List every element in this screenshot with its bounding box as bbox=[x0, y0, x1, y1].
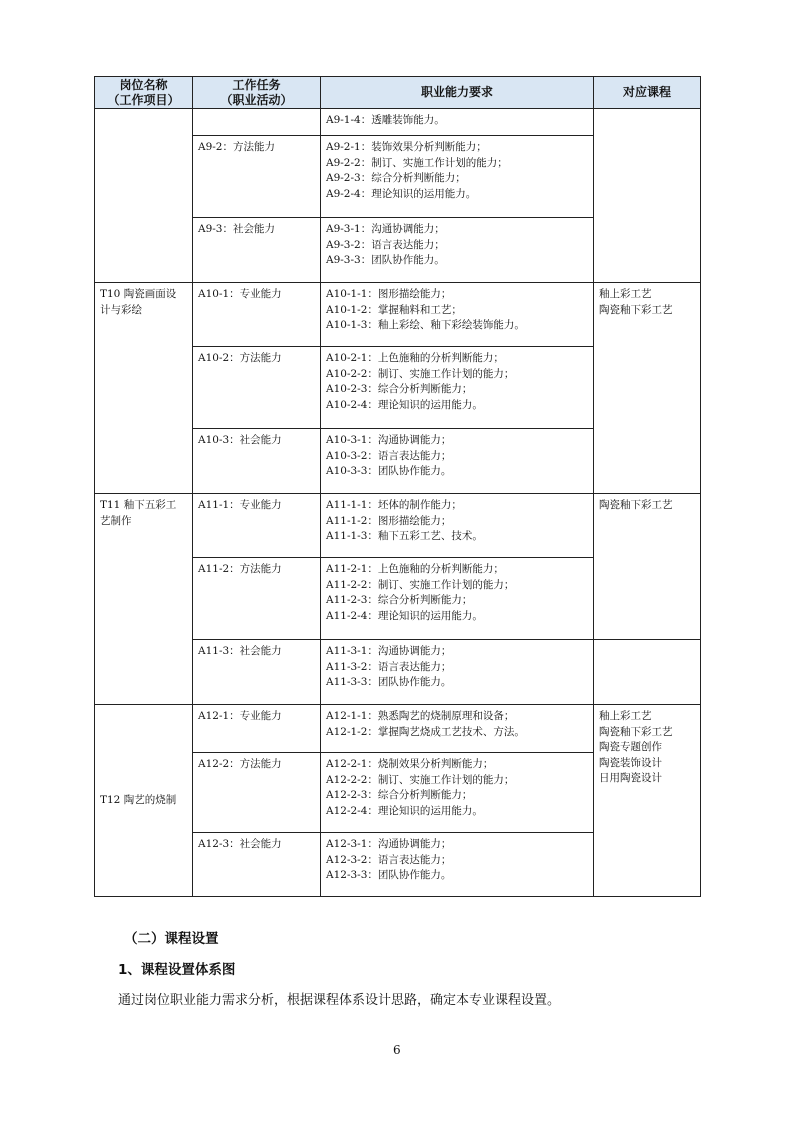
requirements-cell bbox=[321, 109, 594, 136]
course-cell: 陶瓷釉下彩工艺 bbox=[594, 494, 701, 640]
position-cell: T10 陶瓷画面设 计与彩绘 bbox=[95, 283, 193, 494]
task-cell: A11-2：方法能力 bbox=[193, 558, 321, 640]
task-cell: A10-1：专业能力 bbox=[193, 283, 321, 347]
requirement-line: A10-2-3：综合分析判断能力； bbox=[326, 383, 473, 395]
header-position: 岗位名称 （工作项目） bbox=[95, 77, 193, 109]
requirement-line: A12-2-3：综合分析判断能力； bbox=[326, 789, 473, 801]
requirement-line: A10-2-4：理论知识的运用能力。 bbox=[326, 398, 483, 411]
requirements-cell bbox=[321, 753, 594, 833]
header-task: 工作任务 （职业活动） bbox=[193, 77, 321, 109]
requirement-line: A11-2-4：理论知识的运用能力。 bbox=[326, 609, 483, 622]
requirements-cell bbox=[321, 640, 594, 705]
position-cell: T12 陶艺的烧制 bbox=[95, 705, 193, 897]
requirements-cell bbox=[321, 558, 594, 640]
requirement-line: A9-2-1：装饰效果分析判断能力； bbox=[326, 141, 487, 153]
position-cell: T11 釉下五彩工 艺制作 bbox=[95, 494, 193, 705]
task-cell: A9-2：方法能力 bbox=[193, 136, 321, 218]
course-cell: 釉上彩工艺 陶瓷釉下彩工艺 陶瓷专题创作 陶瓷装饰设计 日用陶瓷设计 bbox=[594, 705, 701, 897]
requirement-line: A11-1-1：坯体的制作能力； bbox=[326, 499, 462, 511]
requirements-cell bbox=[321, 347, 594, 429]
header-requirements: 职业能力要求 bbox=[321, 77, 594, 109]
requirement-line: A10-2-2：制订、实施工作计划的能力； bbox=[326, 367, 515, 380]
requirement-line: A9-2-4：理论知识的运用能力。 bbox=[326, 187, 477, 200]
requirement-line: A12-3-3：团队协作能力。 bbox=[326, 869, 452, 881]
requirement-line: A12-2-2：制订、实施工作计划的能力； bbox=[326, 773, 515, 786]
requirement-line: A12-3-2：语言表达能力； bbox=[326, 853, 452, 866]
requirement-line: A10-1-2：掌握釉料和工艺； bbox=[326, 303, 462, 316]
requirement-line: A11-1-2：图形描绘能力； bbox=[326, 514, 452, 527]
task-cell: A10-3：社会能力 bbox=[193, 429, 321, 494]
requirement-line: A12-2-1：烧制效果分析判断能力； bbox=[326, 758, 494, 770]
requirement-line: A9-2-2：制订、实施工作计划的能力； bbox=[326, 156, 508, 169]
competency-table bbox=[94, 76, 701, 897]
requirement-line: A12-1-1：熟悉陶艺的烧制原理和设备； bbox=[326, 710, 515, 722]
requirement-line: A11-3-2：语言表达能力； bbox=[326, 660, 452, 673]
requirement-line: A11-2-3：综合分析判断能力； bbox=[326, 594, 473, 606]
requirement-line: A10-2-1：上色施釉的分析判断能力； bbox=[326, 352, 504, 364]
task-cell: A12-2：方法能力 bbox=[193, 753, 321, 833]
requirements-cell bbox=[321, 283, 594, 347]
requirement-line: A10-3-1：沟通协调能力； bbox=[326, 434, 452, 446]
task-cell: A11-3：社会能力 bbox=[193, 640, 321, 705]
requirement-line: A9-2-3：综合分析判断能力； bbox=[326, 172, 466, 184]
requirement-line: A9-3-2：语言表达能力； bbox=[326, 238, 445, 251]
task-cell: A12-3：社会能力 bbox=[193, 833, 321, 897]
task-cell: A12-1：专业能力 bbox=[193, 705, 321, 753]
task-cell: A10-2：方法能力 bbox=[193, 347, 321, 429]
requirements-cell bbox=[321, 136, 594, 218]
requirement-line: A12-3-1：沟通协调能力； bbox=[326, 838, 452, 850]
section-heading: （二）课程设置 bbox=[124, 931, 219, 947]
header-course: 对应课程 bbox=[594, 77, 701, 109]
body-paragraph: 通过岗位职业能力需求分析，根据课程体系设计思路，确定本专业课程设置。 bbox=[118, 993, 561, 1008]
requirement-line: A10-3-3：团队协作能力。 bbox=[326, 465, 452, 477]
requirement-line: A10-1-3：釉上彩绘、釉下彩绘装饰能力。 bbox=[326, 319, 525, 331]
page-number: 6 bbox=[393, 1043, 401, 1057]
task-cell: A11-1：专业能力 bbox=[193, 494, 321, 558]
requirement-line: A11-2-2：制订、实施工作计划的能力； bbox=[326, 578, 515, 591]
requirement-line: A12-1-2：掌握陶艺烧成工艺技术、方法。 bbox=[326, 725, 525, 738]
requirement-line: A9-1-4：透雕装饰能力。 bbox=[326, 114, 445, 126]
requirement-line: A10-1-1：图形描绘能力； bbox=[326, 288, 452, 300]
requirement-line: A11-1-3：釉下五彩工艺、技术。 bbox=[326, 530, 483, 542]
requirement-line: A10-3-2：语言表达能力； bbox=[326, 449, 452, 462]
requirements-cell bbox=[321, 833, 594, 897]
requirements-cell bbox=[321, 705, 594, 753]
requirement-line: A11-2-1：上色施釉的分析判断能力； bbox=[326, 563, 504, 575]
requirements-cell bbox=[321, 218, 594, 283]
task-cell bbox=[193, 109, 321, 136]
requirement-line: A9-3-3：团队协作能力。 bbox=[326, 254, 445, 266]
requirements-cell bbox=[321, 429, 594, 494]
requirement-line: A11-3-3：团队协作能力。 bbox=[326, 676, 452, 688]
course-cell bbox=[594, 640, 701, 705]
requirement-line: A9-3-1：沟通协调能力； bbox=[326, 223, 445, 235]
requirement-line: A11-3-1：沟通协调能力； bbox=[326, 645, 452, 657]
requirement-line: A12-2-4：理论知识的运用能力。 bbox=[326, 804, 483, 817]
task-cell: A9-3：社会能力 bbox=[193, 218, 321, 283]
position-cell bbox=[95, 109, 193, 283]
course-cell bbox=[594, 109, 701, 283]
requirements-cell bbox=[321, 494, 594, 558]
course-cell: 釉上彩工艺 陶瓷釉下彩工艺 bbox=[594, 283, 701, 494]
subsection-heading: 1、课程设置体系图 bbox=[118, 962, 236, 978]
